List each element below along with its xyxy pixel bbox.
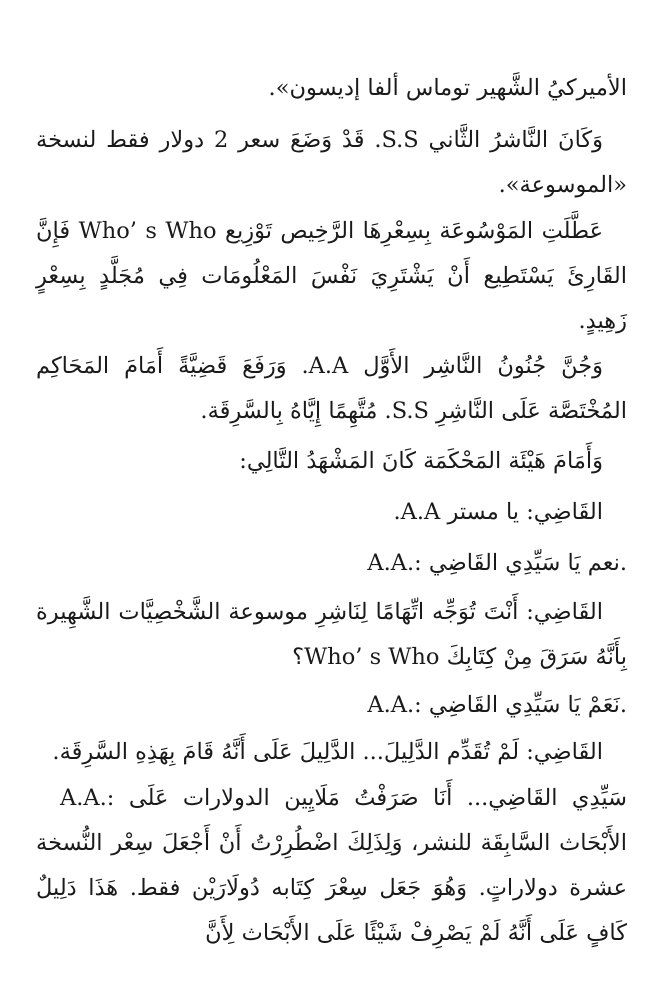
- paragraph-10: القَاضِي: لَمْ تُقَدِّم الدَّلِيلَ... الدَّلِيلَ عَلَى أَنَّهُ قَامَ بِهَذِهِ السَّرِقَة.: [52, 739, 603, 765]
- paragraph-3: عَطَّلَتِ المَوْسُوعَة بِسِعْرِهَا الرَّخِيص تَوْزِيع Who’ s Who فَإِنَّ القَارِئَ يَسْتَطِيع أَنْ يَشْتَرِيَ نَفْسَ المَعْلُومَات فِي مُجَلَّدٍ بِسِعْرٍ زَهِيدٍ.: [36, 218, 627, 334]
- paragraph-6: القَاضِي: يا مستر A.A.: [393, 499, 603, 525]
- paragraph-5: وَأَمَامَ هَيْئَة المَحْكَمَة كَانَ المَشْهَدُ التَّالِي:: [239, 448, 603, 474]
- paragraph-7: A.A.: نعم يَا سَيِّدِي القَاضِي.: [367, 550, 627, 576]
- paragraph-11: A.A.: سَيِّدِي القَاضِي... أَنَا صَرَفْتُ مَلَايِين الدولارات عَلَى الأَبْحَاث السَّابِقَة للنشر، وَلِذَلِكَ اضْطُرِرْتُ أَنْ أَجْعَلَ سِعْر النُّسخة عشرة دولاراتٍ. وَهُوَ جَعَل سِعْرَ كِتَابه دُولَارَيْن فقط. هَذَا دَلِيلٌ كَافٍ عَلَى أَنَّهُ لَمْ يَصْرِفْ شَيْئًا عَلَى الأَبْحَاث لِأَنَّ: [36, 785, 627, 946]
- paragraph-4: وَجُنَّ جُنُونُ النَّاشِر الأَوَّل A.A. وَرَفَعَ قَضِيَّةً أَمَامَ المَحَاكِم المُخْتَصَّة عَلَى النَّاشِرِ S.S. مُتَّهِمًا إِيَّاهُ بِالسَّرِقَة.: [36, 353, 627, 424]
- paragraph-2: وَكَانَ النَّاشرُ الثَّاني S.S. قَدْ وَضَعَ سعر 2 دولار فقط لنسخة «الموسوعة».: [36, 127, 627, 198]
- paragraph-1: الأميركيُ الشَّهير توماس ألفا إديسون».: [268, 75, 627, 101]
- paragraph-8: القَاضِي: أَنْتَ تُوَجِّه اتِّهَامًا لِنَاشِرِ موسوعة الشَّخْصِيَّات الشَّهِيرة بِأَنَّهُ سَرَقَ مِنْ كِتَابِكَ Who’ s Who؟: [36, 599, 627, 670]
- paragraph-9: A.A.: نَعَمْ يَا سَيِّدِي القَاضِي.: [367, 692, 627, 718]
